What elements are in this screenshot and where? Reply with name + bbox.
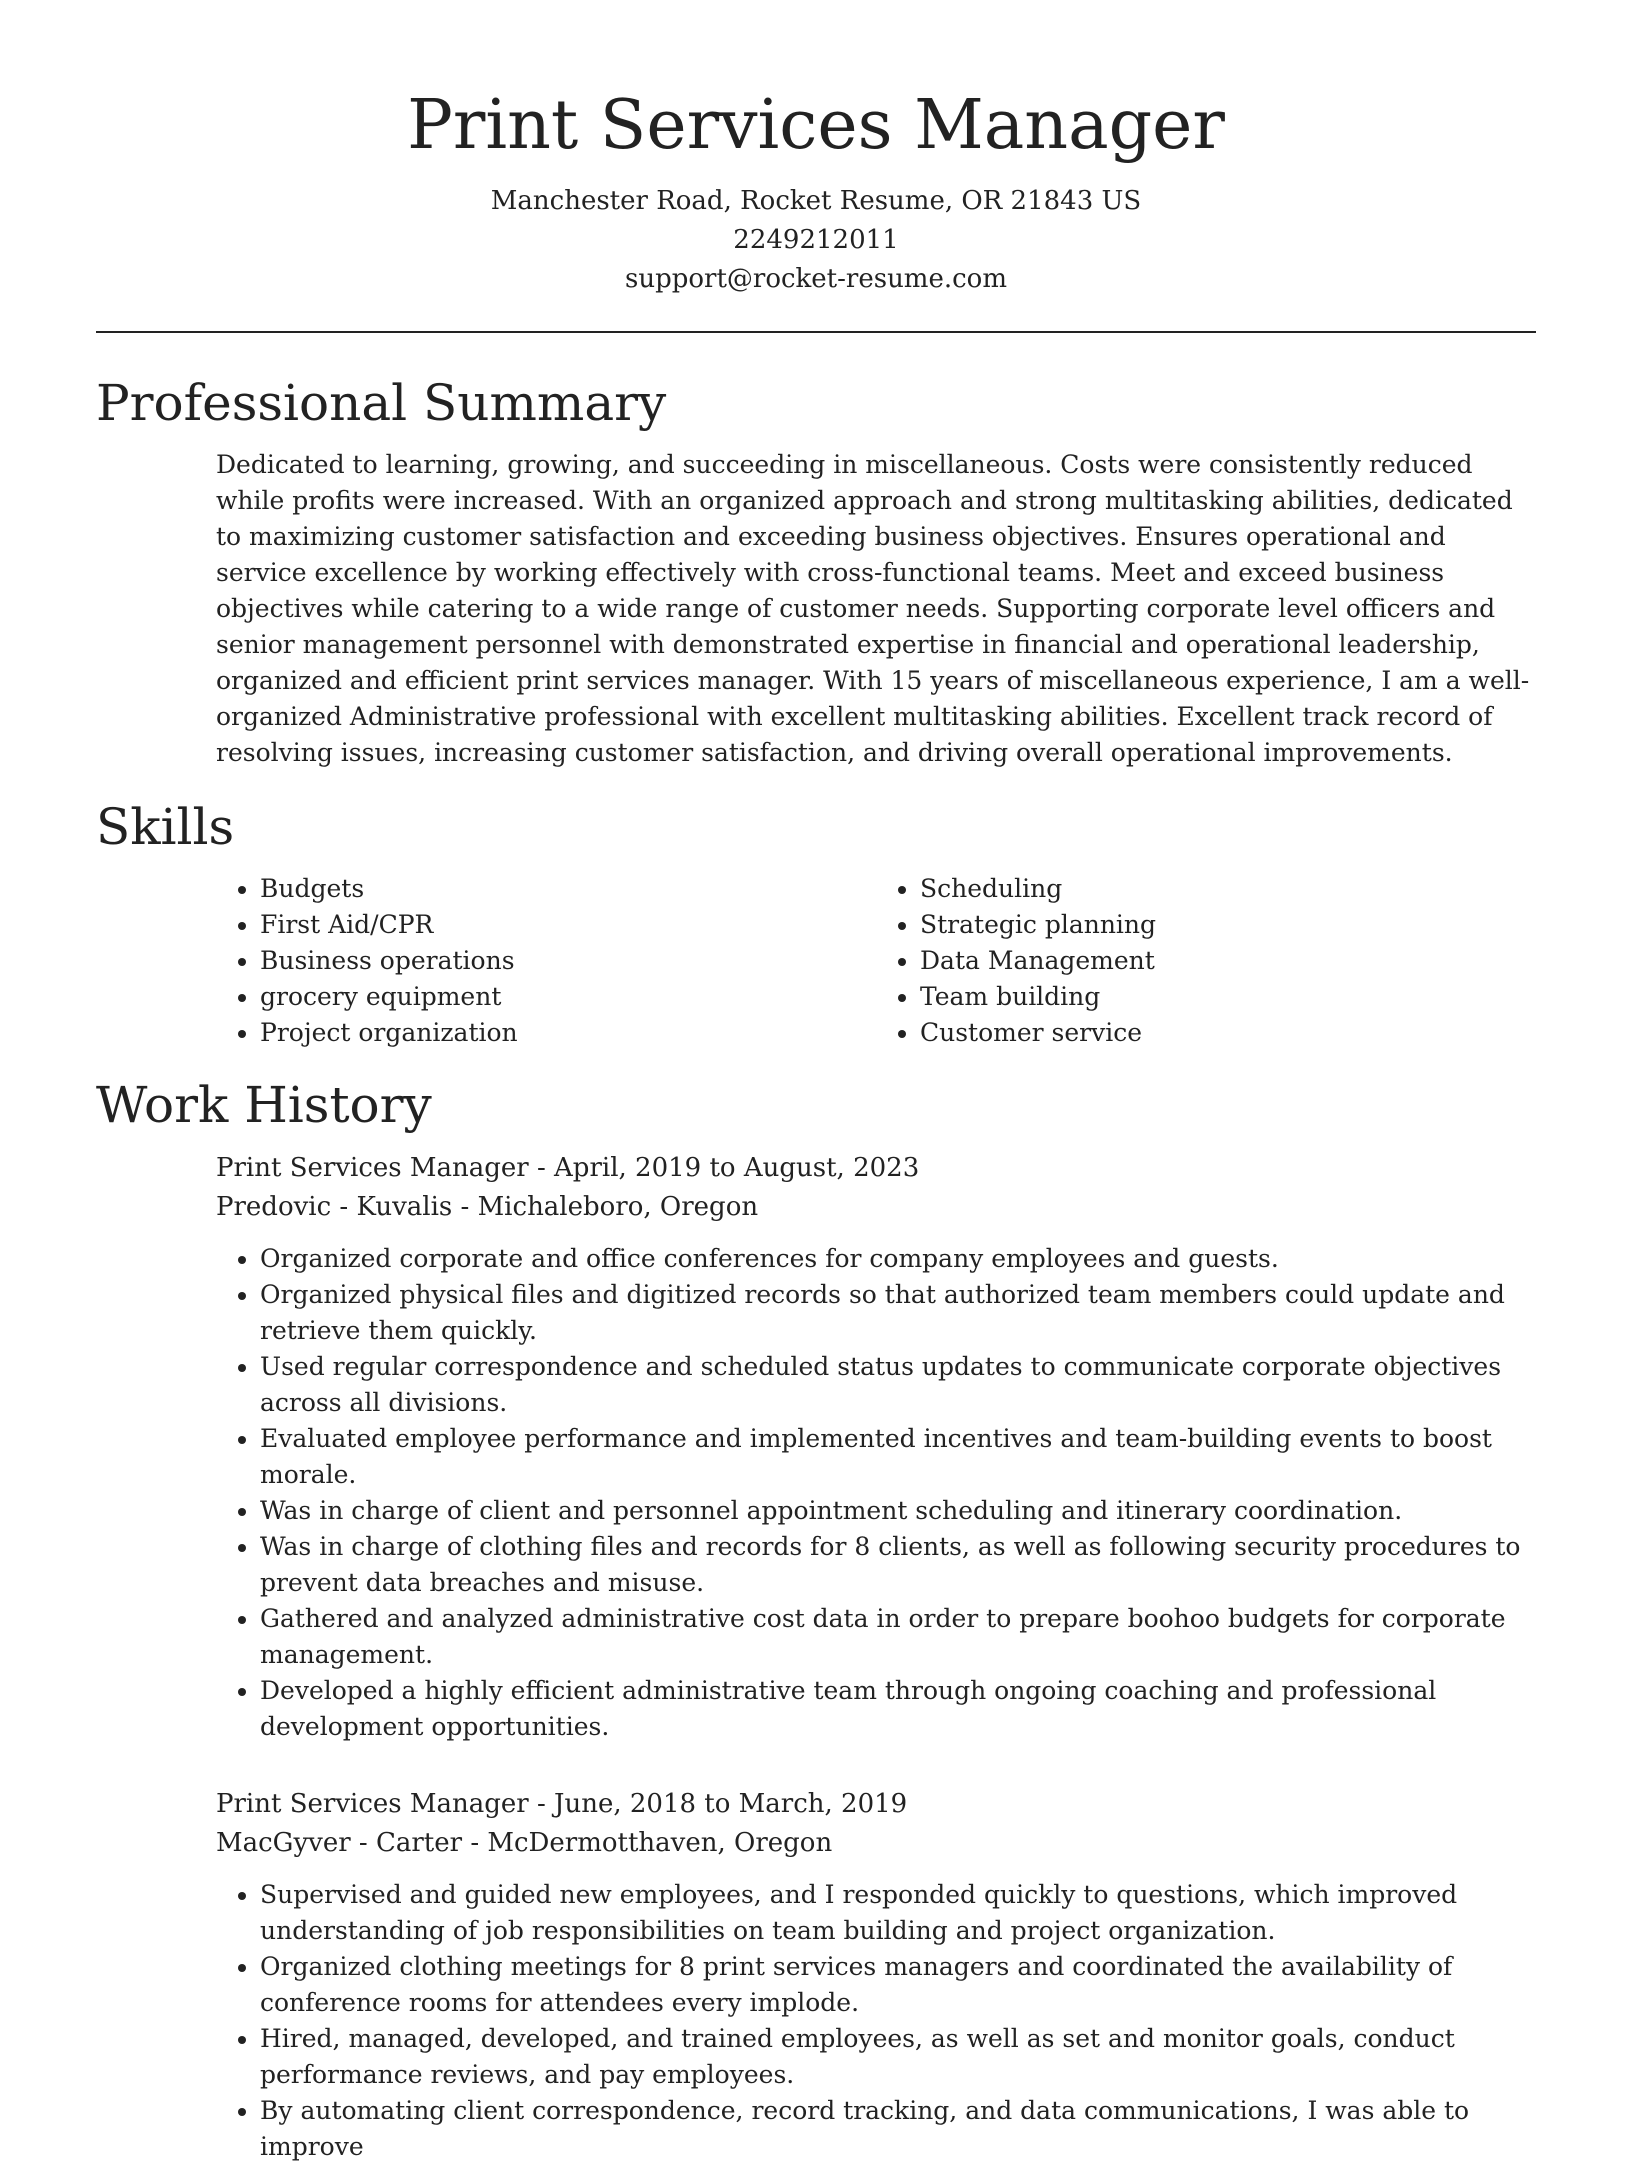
job-bullet-list xyxy=(216,1877,1536,2165)
work-history-list xyxy=(216,1149,1536,2165)
contact-address: Manchester Road, Rocket Resume, OR 21843 US xyxy=(490,186,1142,216)
resume-page xyxy=(96,0,1536,2161)
job-company-line xyxy=(216,1188,1536,1227)
skill-item: • Scheduling xyxy=(920,871,1536,907)
skill-item: • Project organization xyxy=(260,1015,876,1051)
contact-block xyxy=(96,182,1536,299)
job-bullet: • Used regular correspondence and scheduled status updates to communicate corporate objectives across all divisions. xyxy=(260,1349,1536,1421)
job-bullet: • Developed a highly efficient administrative team through ongoing coaching and professional development opportunities. xyxy=(260,1673,1536,1745)
skill-item: • Customer service xyxy=(920,1015,1536,1051)
job-title: Print Services Manager xyxy=(216,1789,529,1819)
skill-item: • Strategic planning xyxy=(920,907,1536,943)
job-bullet: • Supervised and guided new employees, and I responded quickly to questions, which improved understanding of job responsibilities on team building and project organization. xyxy=(260,1877,1536,1949)
job-bullet: • Organized physical files and digitized records so that authorized team members could update and retrieve them quickly. xyxy=(260,1277,1536,1349)
job-entry xyxy=(216,1785,1536,2165)
job-company: MacGyver - Carter xyxy=(216,1828,463,1858)
job-dates: - June, 2018 to March, 2019 xyxy=(528,1789,908,1819)
job-bullet-list xyxy=(216,1241,1536,1745)
section-title-summary: Professional Summary xyxy=(96,374,667,432)
skill-item: • First Aid/CPR xyxy=(260,907,876,943)
job-company-line xyxy=(216,1824,1536,1863)
skill-item: • Team building xyxy=(920,979,1536,1015)
job-title: Print Services Manager xyxy=(216,1153,529,1183)
contact-email: support@rocket-resume.com xyxy=(624,264,1007,294)
job-bullet: • By automating client correspondence, record tracking, and data communications, I was able to improve xyxy=(260,2093,1536,2165)
skills-column-right xyxy=(876,871,1536,1051)
job-location: - McDermotthaven, Oregon xyxy=(462,1828,833,1858)
job-title-line xyxy=(216,1149,1536,1188)
job-company: Predovic - Kuvalis xyxy=(216,1192,453,1222)
section-title-skills: Skills xyxy=(96,798,235,856)
skill-item: • Data Management xyxy=(920,943,1536,979)
resume-name: Print Services Manager xyxy=(407,86,1225,165)
job-bullet: • Hired, managed, developed, and trained employees, as well as set and monitor goals, conduct performance reviews, and pay employees. xyxy=(260,2021,1536,2093)
job-bullet: • Organized clothing meetings for 8 print services managers and coordinated the availability of conference rooms for attendees every implode. xyxy=(260,1949,1536,2021)
job-bullet: • Gathered and analyzed administrative cost data in order to prepare boohoo budgets for corporate management. xyxy=(260,1601,1536,1673)
skills-column-left xyxy=(216,871,876,1051)
header-divider xyxy=(96,331,1536,333)
job-bullet: • Was in charge of client and personnel appointment scheduling and itinerary coordination. xyxy=(260,1493,1536,1529)
summary-text: Dedicated to learning, growing, and succeeding in miscellaneous. Costs were consistently reduced while profits were increased. With an organized approach and strong multitasking abilities, dedicated to maximizing customer satisfaction and exceeding business objectives. Ensures operational and service excellence by working effectively with cross-functional teams. Meet and exceed business objectives while catering to a wide range of customer needs. Supporting corporate level officers and senior management personnel with demonstrated expertise in financial and operational leadership, organized and efficient print services manager. With 15 years of miscellaneous experience, I am a well-organized Administrative professional with excellent multitasking abilities. Excellent track record of resolving issues, increasing customer satisfaction, and driving overall operational improvements. xyxy=(216,450,1530,767)
section-title-work-history: Work History xyxy=(96,1076,432,1134)
job-bullet: • Was in charge of clothing files and records for 8 clients, as well as following security procedures to prevent data breaches and misuse. xyxy=(260,1529,1536,1601)
job-bullet: • Evaluated employee performance and implemented incentives and team-building events to boost morale. xyxy=(260,1421,1536,1493)
contact-phone: 2249212011 xyxy=(733,225,899,255)
job-title-line xyxy=(216,1785,1536,1824)
job-dates: - April, 2019 to August, 2023 xyxy=(528,1153,920,1183)
skill-item: • grocery equipment xyxy=(260,979,876,1015)
job-bullet: • Organized corporate and office conferences for company employees and guests. xyxy=(260,1241,1536,1277)
job-location: - Michaleboro, Oregon xyxy=(452,1192,759,1222)
job-entry xyxy=(216,1149,1536,1745)
skill-item: • Business operations xyxy=(260,943,876,979)
skills-grid xyxy=(216,871,1536,1051)
skill-item: • Budgets xyxy=(260,871,876,907)
